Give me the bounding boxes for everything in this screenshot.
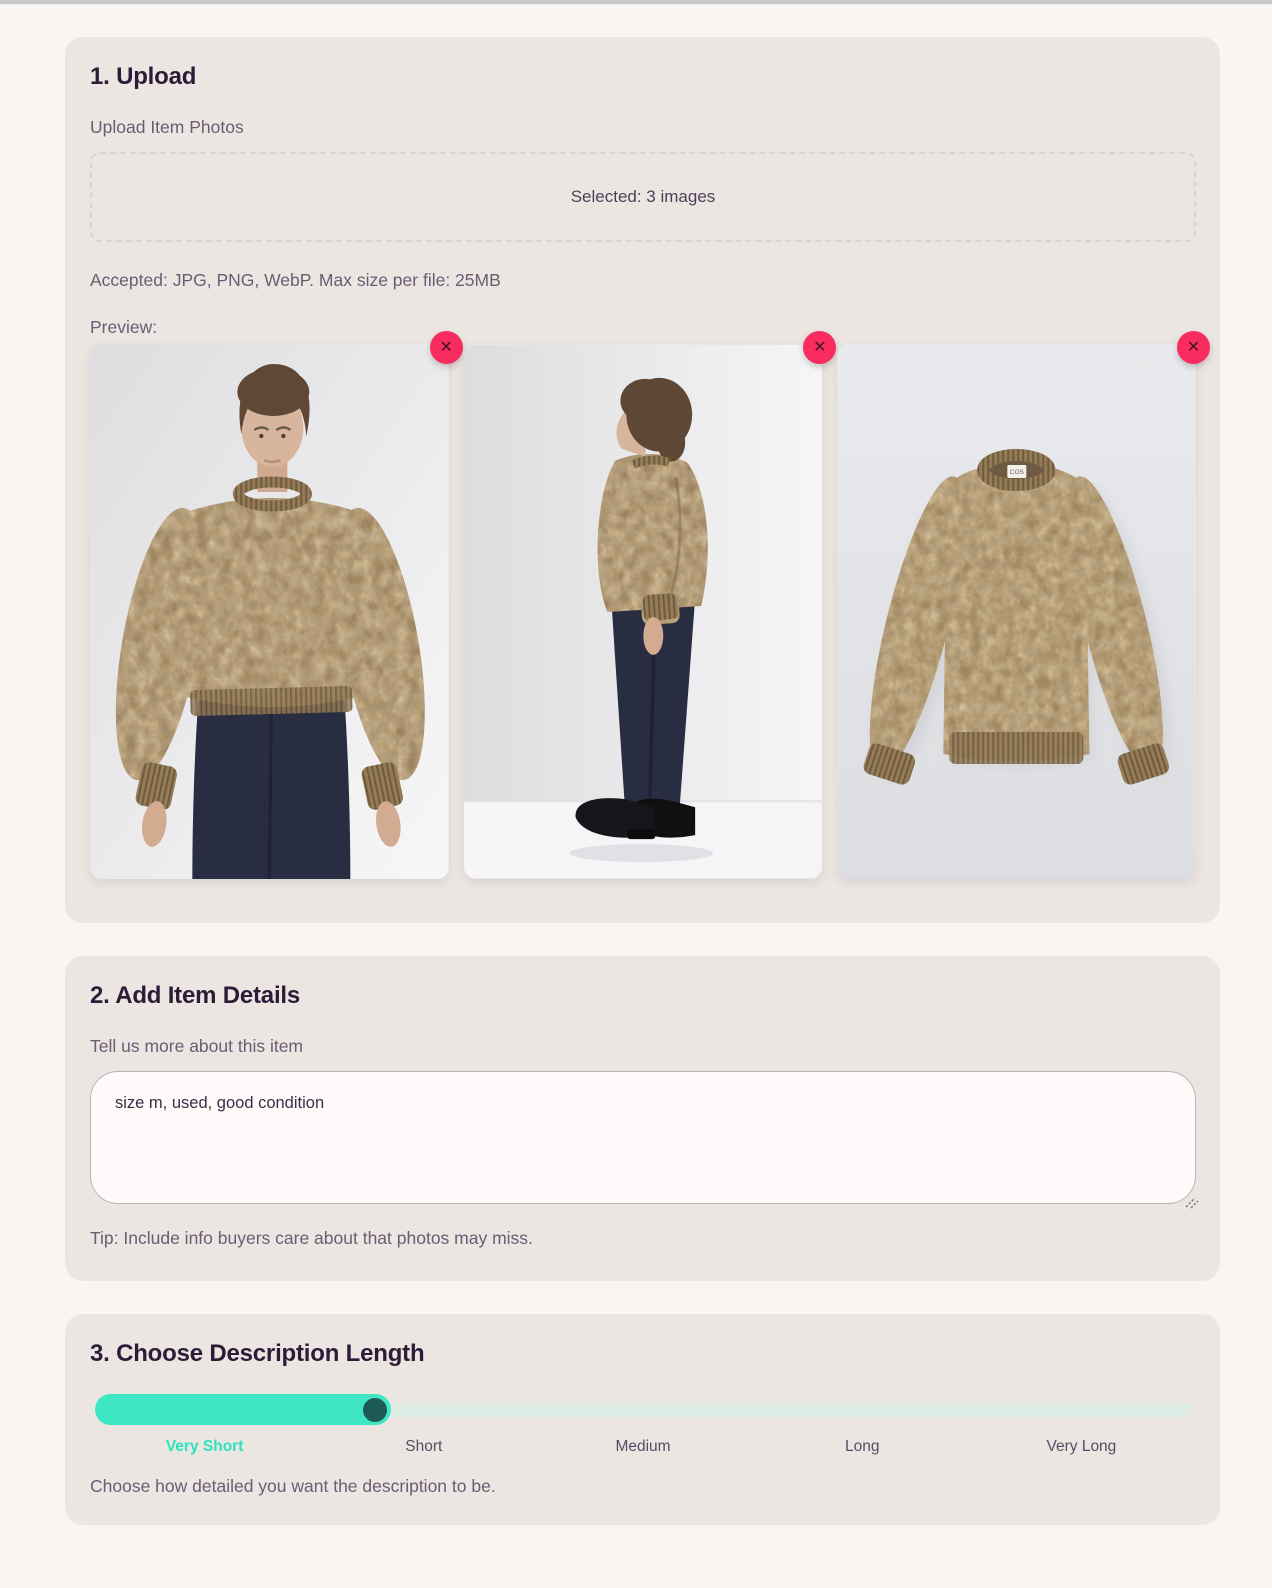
close-icon: ✕ <box>439 338 453 356</box>
length-section <box>65 1314 1220 1525</box>
details-heading: 2. Add Item Details <box>90 982 301 1009</box>
remove-image-2-button[interactable] <box>803 331 836 364</box>
length-option-long[interactable]: Long <box>844 1438 880 1455</box>
preview-grid <box>90 338 1201 879</box>
flat-lay-photo <box>837 344 1196 879</box>
accepted-formats-note: Accepted: JPG, PNG, WebP. Max size per file: 25MB <box>90 270 501 290</box>
details-field-label: Tell us more about this item <box>90 1036 304 1056</box>
textarea-resize-handle[interactable] <box>1182 1192 1200 1210</box>
remove-image-1-button[interactable] <box>430 331 463 364</box>
details-textarea-wrap <box>90 1071 1196 1204</box>
upload-heading: 1. Upload <box>90 63 197 90</box>
length-heading: 3. Choose Description Length <box>90 1340 425 1367</box>
upload-field-label: Upload Item Photos <box>90 117 244 137</box>
remove-image-3-button[interactable] <box>1177 331 1210 364</box>
front-view-photo <box>90 344 449 879</box>
preview-label: Preview: <box>90 317 158 337</box>
close-icon: ✕ <box>1186 338 1201 356</box>
dropzone-status-text: Selected: 3 images <box>570 187 716 206</box>
preview-item-flat <box>837 338 1201 879</box>
details-section <box>65 956 1220 1281</box>
preview-item-front <box>90 338 453 879</box>
details-tip: Tip: Include info buyers care about that photos may miss. <box>90 1228 533 1248</box>
length-options-row <box>95 1438 1191 1456</box>
side-view-photo <box>464 344 823 879</box>
preview-item-side <box>464 338 827 879</box>
length-option-short[interactable]: Short <box>405 1438 443 1455</box>
brand-tag-text: COS <box>1010 469 1025 476</box>
upload-section <box>65 37 1220 923</box>
length-caption: Choose how detailed you want the description to be. <box>90 1476 496 1496</box>
item-details-textarea[interactable] <box>90 1071 1196 1204</box>
length-slider[interactable] <box>95 1394 1191 1425</box>
length-option-very-short[interactable]: Very Short <box>165 1438 244 1455</box>
length-option-medium[interactable]: Medium <box>615 1438 671 1455</box>
window-top-edge <box>0 0 1272 5</box>
close-icon: ✕ <box>813 338 827 356</box>
slider-fill <box>95 1394 391 1425</box>
length-option-very-long[interactable]: Very Long <box>1046 1438 1117 1455</box>
slider-thumb[interactable] <box>363 1398 387 1422</box>
page-container <box>65 37 1220 1588</box>
file-dropzone[interactable] <box>90 152 1196 242</box>
